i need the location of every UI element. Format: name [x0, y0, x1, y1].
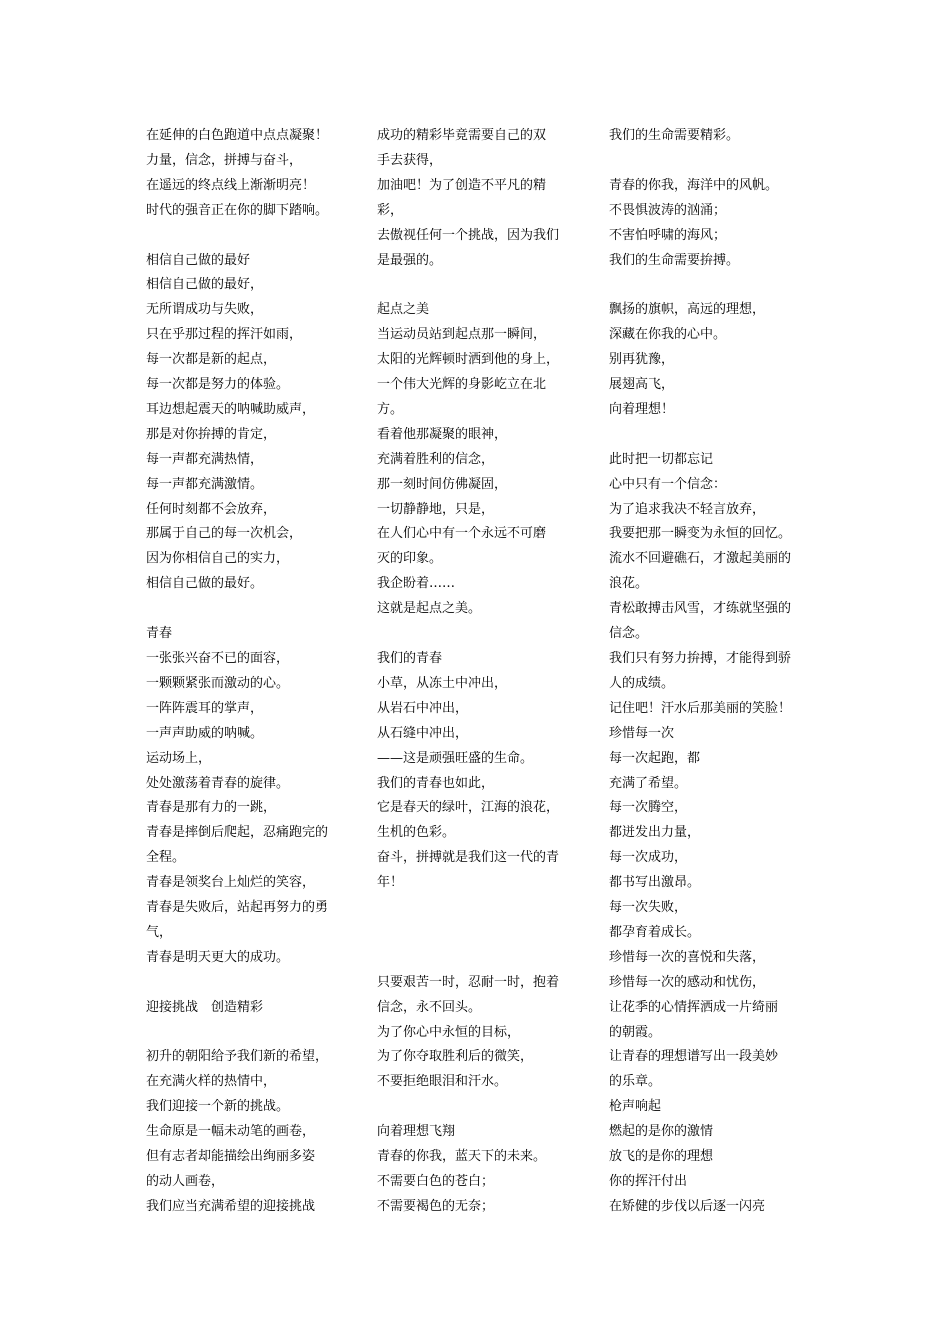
text-line: 我们的青春也如此， — [377, 775, 495, 791]
text-line: 青春是失败后，站起再努力的勇 — [146, 900, 329, 916]
text-line: 浪花。 — [609, 576, 649, 592]
text-line: 燃起的是你的激情 — [609, 1124, 714, 1140]
text-line — [146, 1021, 354, 1046]
text-line: 运动场上， — [146, 750, 212, 766]
text-line: 因为你相信自己的实力， — [146, 551, 290, 567]
text-line: 那是对你拚搏的肯定， — [146, 426, 277, 442]
text-line: 一颗颗紧张而激动的心。 — [146, 675, 290, 691]
text-line: 我们应当充满希望的迎接挑战 — [146, 1198, 316, 1214]
text-line: 信念。 — [609, 626, 649, 642]
text-line: 每一声都充满热情， — [146, 451, 264, 467]
text-line: 在遥远的终点线上渐渐明亮！ — [146, 177, 316, 193]
text-line: 不需要白色的苍白； — [377, 1173, 495, 1189]
text-line: 一声声助威的呐喊。 — [146, 725, 264, 741]
text-column-1 — [146, 124, 354, 1220]
text-line: ——这是顽强旺盛的生命。 — [377, 750, 534, 766]
text-line: 一个伟大光辉的身影屹立在北 — [377, 377, 547, 393]
text-line: 在延伸的白色跑道中点点凝聚！ — [146, 128, 329, 143]
text-line: 从石缝中冲出， — [377, 725, 469, 741]
text-line: 深藏在你我的心中。 — [609, 327, 727, 343]
text-line: 为了你夺取胜利后的微笑， — [377, 1049, 534, 1065]
text-line: 方。 — [377, 401, 404, 417]
text-line: 每一次起跑，都 — [609, 750, 701, 766]
text-line: 向着理想！ — [609, 401, 675, 417]
text-line: 加油吧！为了创造不平凡的精 — [377, 177, 547, 193]
text-line: 生机的色彩。 — [377, 825, 456, 841]
text-line — [609, 423, 817, 448]
text-line: 耳边想起震天的呐喊助威声， — [146, 401, 316, 417]
text-line: 放飞的是你的理想 — [609, 1149, 714, 1165]
text-line — [377, 896, 585, 921]
text-line: 我企盼着…… — [377, 576, 456, 592]
text-line: 年！ — [377, 875, 404, 891]
text-line — [377, 622, 585, 647]
text-line: 青春是明天更大的成功。 — [146, 949, 290, 965]
text-line: 流水不回避礁石，才激起美丽的 — [609, 551, 792, 567]
text-line — [146, 597, 354, 622]
text-line — [609, 149, 817, 174]
text-line: 相信自己做的最好 — [146, 252, 251, 268]
text-line: 起点之美 — [377, 302, 430, 318]
text-line: 一阵阵震耳的掌声， — [146, 700, 264, 716]
text-line: 只要艰苦一时，忍耐一时，抱着 — [377, 974, 560, 990]
text-line: 每一声都充满激情。 — [146, 476, 264, 492]
text-line: 珍惜每一次的感动和忧伤， — [609, 974, 766, 990]
text-line: 我们的青春 — [377, 651, 443, 666]
text-line: 在矫健的步伐以后逐一闪亮 — [609, 1198, 766, 1214]
text-line: 青春 — [146, 626, 173, 642]
text-line: 一张张兴奋不已的面容， — [146, 651, 290, 666]
text-line: 是最强的。 — [377, 252, 443, 268]
text-line: 此时把一切都忘记 — [609, 451, 714, 467]
text-line: 每一次都是努力的体验。 — [146, 377, 290, 393]
text-line: 任何时刻都不会放弃， — [146, 501, 277, 517]
text-line: 不畏惧波涛的汹涌； — [609, 202, 727, 218]
text-line: 青春的你我，海洋中的风帆。 — [609, 177, 779, 193]
text-line: 不害怕呼啸的海风； — [609, 227, 727, 243]
text-line: 记住吧！汗水后那美丽的笑脸！ — [609, 700, 792, 716]
text-line: 时代的强音正在你的脚下踏响。 — [146, 202, 329, 218]
text-line — [146, 224, 354, 249]
text-line: 小草，从冻土中冲出， — [377, 675, 508, 691]
text-line — [377, 946, 585, 971]
text-line: 处处激荡着青春的旋律。 — [146, 775, 290, 791]
text-line: 那属于自己的每一次机会， — [146, 526, 303, 542]
text-line: 全程。 — [146, 850, 186, 866]
text-line: 青春是摔倒后爬起，忍痛跑完的 — [146, 825, 329, 841]
text-line: 青春是领奖台上灿烂的笑容， — [146, 875, 316, 891]
text-line: 每一次都是新的起点， — [146, 352, 277, 368]
text-line: 为了追求我决不轻言放弃， — [609, 501, 766, 517]
text-line: 不要拒绝眼泪和汗水。 — [377, 1074, 508, 1090]
text-line: 珍惜每一次 — [609, 725, 675, 741]
text-line — [146, 971, 354, 996]
text-column-2 — [377, 124, 585, 1220]
text-line: 飘扬的旗帜，高远的理想， — [609, 302, 766, 318]
text-line: 别再犹豫， — [609, 352, 675, 368]
text-line: 我们的生命需要精彩。 — [609, 128, 740, 143]
text-line: 初升的朝阳给予我们新的希望， — [146, 1049, 329, 1065]
text-line: 但有志者却能描绘出绚丽多姿 — [146, 1149, 316, 1165]
text-line: 我们的生命需要拚搏。 — [609, 252, 740, 268]
text-line: 我们只有努力拚搏，才能得到骄 — [609, 650, 792, 666]
text-line: 太阳的光辉顿时洒到他的身上， — [377, 352, 560, 368]
text-line: 灭的印象。 — [377, 551, 443, 567]
text-line: 让花季的心情挥洒成一片绮丽 — [609, 999, 779, 1015]
text-line: 每一次腾空， — [609, 800, 688, 816]
text-line: 青松敢搏击风雪，才练就坚强的 — [609, 601, 792, 617]
text-line: 力量，信念，拼搏与奋斗， — [146, 152, 303, 168]
text-line: 从岩石中冲出， — [377, 700, 469, 716]
text-line: 那一刻时间仿佛凝固， — [377, 476, 508, 492]
text-line: 迎接挑战 创造精彩 — [146, 999, 264, 1015]
text-line: 当运动员站到起点那一瞬间， — [377, 327, 547, 343]
text-line: 珍惜每一次的喜悦和失落， — [609, 949, 766, 965]
text-line: 相信自己做的最好， — [146, 277, 264, 293]
text-line: 心中只有一个信念： — [609, 476, 727, 492]
text-line: 生命原是一幅未动笔的画卷， — [146, 1124, 316, 1140]
text-line: 我要把那一瞬变为永恒的回忆。 — [609, 526, 792, 542]
text-line: 让青春的理想谱写出一段美妙 — [609, 1049, 779, 1065]
text-line: 一切静静地，只是， — [377, 501, 495, 517]
text-line: 它是春天的绿叶，江海的浪花， — [377, 800, 560, 816]
text-line — [377, 921, 585, 946]
text-line: 枪声响起 — [609, 1099, 662, 1115]
text-line: 奋斗，拼搏就是我们这一代的青 — [377, 850, 560, 866]
text-line: 每一次成功， — [609, 850, 688, 866]
text-line: 无所谓成功与失败， — [146, 302, 264, 318]
text-line: 在充满火样的热情中， — [146, 1074, 277, 1090]
text-line: 成功的精彩毕竟需要自己的双 — [377, 128, 547, 143]
text-line — [609, 273, 817, 298]
text-line: 每一次失败， — [609, 900, 688, 916]
text-line: 相信自己做的最好。 — [146, 576, 264, 592]
text-line: 去傲视任何一个挑战，因为我们 — [377, 227, 560, 243]
text-line: 充满了希望。 — [609, 775, 688, 791]
text-line: 向着理想飞翔 — [377, 1124, 456, 1140]
text-line: 的乐章。 — [609, 1074, 662, 1090]
text-line: 都书写出激昂。 — [609, 875, 701, 891]
text-line: 彩， — [377, 202, 404, 218]
text-line: 青春是那有力的一跳， — [146, 800, 277, 816]
text-line — [377, 273, 585, 298]
text-line: 看着他那凝聚的眼神， — [377, 426, 508, 442]
text-line: 的朝霞。 — [609, 1024, 662, 1040]
text-line: 信念，永不回头。 — [377, 999, 482, 1015]
text-line: 充满着胜利的信念， — [377, 451, 495, 467]
text-line: 你的挥汗付出 — [609, 1174, 688, 1190]
text-line: 的动人画卷， — [146, 1174, 225, 1189]
text-line: 我们迎接一个新的挑战。 — [146, 1099, 290, 1115]
text-line: 人的成绩。 — [609, 675, 675, 691]
text-column-3 — [609, 124, 817, 1220]
text-line: 不需要褐色的无奈； — [377, 1198, 495, 1214]
text-line: 展翅高飞， — [609, 377, 675, 393]
text-line: 为了你心中永恒的目标， — [377, 1024, 521, 1040]
text-line: 气， — [146, 924, 173, 940]
text-line: 这就是起点之美。 — [377, 601, 482, 617]
text-line: 都迸发出力量， — [609, 825, 701, 841]
text-line: 在人们心中有一个永远不可磨 — [377, 526, 547, 542]
text-line: 青春的你我，蓝天下的未来。 — [377, 1149, 547, 1165]
text-line: 手去获得， — [377, 152, 443, 168]
text-line: 只在乎那过程的挥汗如雨， — [146, 327, 303, 343]
text-line — [377, 1095, 585, 1120]
text-line: 都孕育着成长。 — [609, 924, 701, 940]
